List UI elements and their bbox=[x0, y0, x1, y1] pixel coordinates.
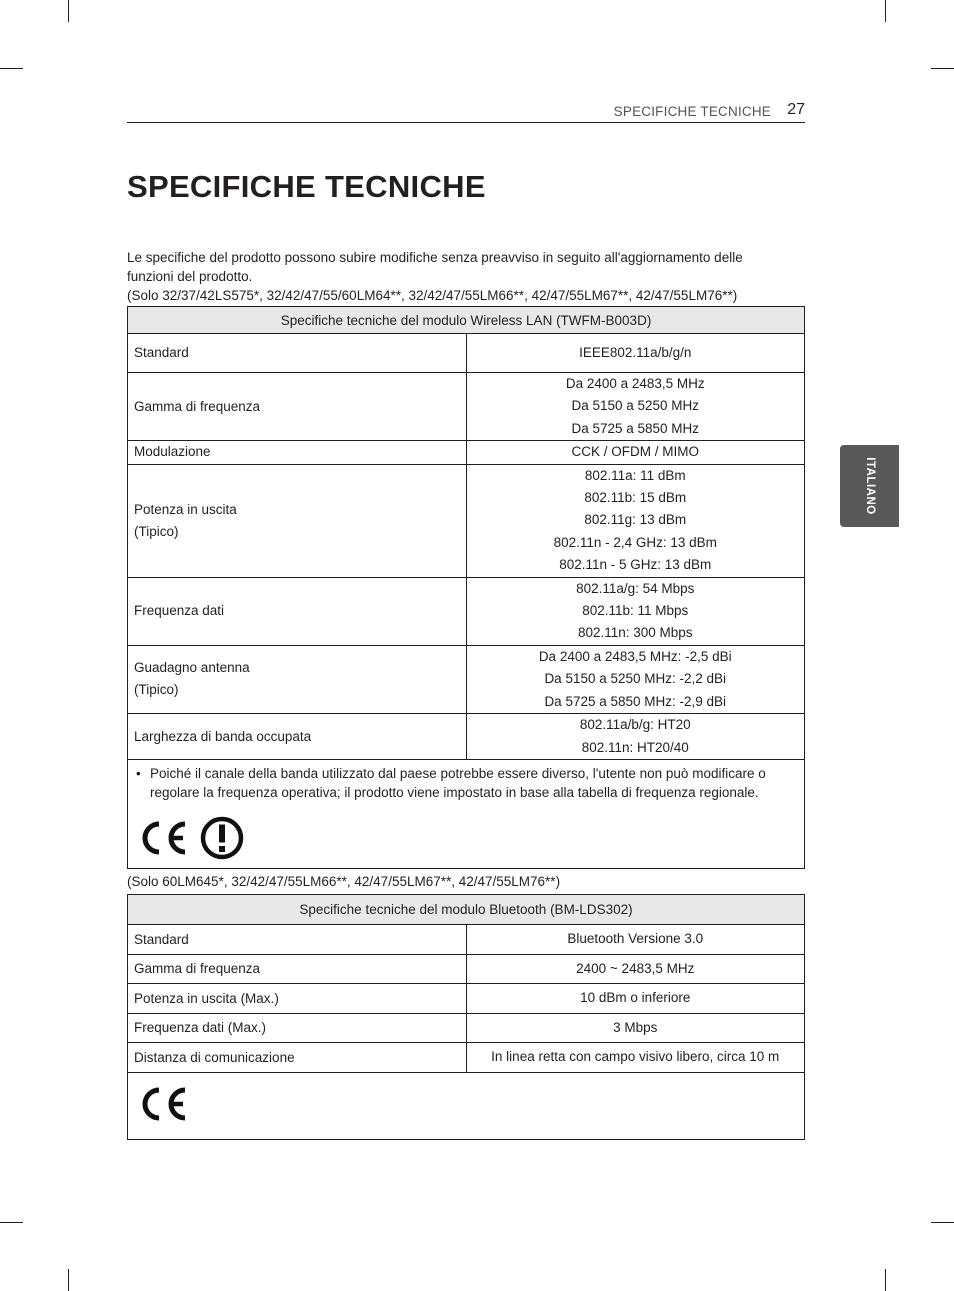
spec-value-line: Da 5150 a 5250 MHz: -2,2 dBi bbox=[544, 671, 727, 687]
spec-label-line: (Tipico) bbox=[134, 523, 179, 539]
spec-value-line: 802.11g: 13 dBm bbox=[584, 512, 687, 528]
crop-mark bbox=[885, 0, 886, 22]
table-row bbox=[128, 954, 805, 984]
spec-label: Gamma di frequenza bbox=[128, 954, 467, 984]
spec-label: Frequenza dati (Max.) bbox=[128, 1013, 467, 1043]
table-row bbox=[128, 1013, 805, 1043]
spec-value: 2400 ~ 2483,5 MHz bbox=[466, 954, 805, 984]
table-row bbox=[128, 714, 805, 760]
spec-value-line: 802.11a: 11 dBm bbox=[584, 467, 686, 483]
spec-label: Standard bbox=[128, 925, 467, 955]
crop-mark bbox=[68, 0, 69, 22]
model-applicability-note: (Solo 32/37/42LS575*, 32/42/47/55/60LM64**, 32/42/47/55LM66**, 42/47/55LM67**, 42/47/55LM76**) bbox=[127, 288, 738, 303]
crop-mark bbox=[885, 1269, 886, 1291]
bluetooth-spec-table bbox=[127, 894, 805, 1140]
spec-label-line: Modulazione bbox=[134, 444, 211, 460]
spec-label bbox=[128, 334, 467, 373]
spec-value bbox=[466, 373, 805, 441]
bullet-icon: • bbox=[136, 765, 141, 781]
language-tab-label: ITALIANO bbox=[863, 457, 876, 515]
spec-value-line: 802.11b: 15 dBm bbox=[584, 490, 687, 506]
spec-label bbox=[128, 714, 467, 760]
spec-value-line: 802.11n: HT20/40 bbox=[581, 739, 689, 755]
table-header: Specifiche tecniche del modulo Bluetooth (BM-LDS302) bbox=[128, 895, 805, 925]
spec-value-line: 802.11n - 2,4 GHz: 13 dBm bbox=[553, 534, 717, 550]
spec-label-line: (Tipico) bbox=[134, 682, 179, 698]
spec-value-line: Da 5725 a 5850 MHz: -2,9 dBi bbox=[544, 693, 727, 709]
spec-value-line: IEEE802.11a/b/g/n bbox=[579, 344, 692, 360]
spec-label-line: Larghezza di banda occupata bbox=[134, 728, 312, 744]
spec-value bbox=[466, 441, 805, 464]
spec-value-line: Da 5725 a 5850 MHz bbox=[571, 420, 700, 436]
spec-label bbox=[128, 373, 467, 441]
table-row bbox=[128, 925, 805, 955]
spec-value: Bluetooth Versione 3.0 bbox=[466, 925, 805, 955]
intro-text bbox=[127, 248, 807, 305]
running-header-title: SPECIFICHE TECNICHE bbox=[613, 104, 771, 119]
frequency-note-text: Poiché il canale della banda utilizzato dal paese potrebbe essere diverso, l'utente non può modificare o regolare la frequenza operativa; il prodotto viene impostato in base alla tabella di frequenza regionale. bbox=[150, 765, 766, 800]
intro-line: Le specifiche del prodotto possono subire modifiche senza preavviso in seguito all'aggiornamento delle bbox=[127, 250, 743, 265]
table-note bbox=[128, 759, 805, 868]
ce-mark-icon bbox=[134, 1084, 190, 1124]
page-number: 27 bbox=[787, 101, 805, 118]
spec-value-line: CCK / OFDM / MIMO bbox=[571, 444, 699, 460]
spec-label bbox=[128, 645, 467, 713]
spec-label: Potenza in uscita (Max.) bbox=[128, 984, 467, 1014]
table-note-row bbox=[128, 759, 805, 868]
table-row bbox=[128, 577, 805, 645]
spec-value: 3 Mbps bbox=[466, 1013, 805, 1043]
alert-mark-icon bbox=[200, 816, 244, 860]
table-row bbox=[128, 373, 805, 441]
crop-mark bbox=[0, 68, 23, 69]
table-row bbox=[128, 334, 805, 373]
spec-label-line: Standard bbox=[134, 345, 189, 360]
compliance-marks bbox=[134, 816, 798, 860]
crop-mark bbox=[0, 1222, 23, 1223]
bluetooth-model-note: (Solo 60LM645*, 32/42/47/55LM66**, 42/47/55LM67**, 42/47/55LM76**) bbox=[127, 874, 561, 889]
spec-value bbox=[466, 714, 805, 760]
table-row bbox=[128, 984, 805, 1014]
frequency-note bbox=[134, 764, 798, 802]
table-row bbox=[128, 464, 805, 577]
crop-mark bbox=[931, 1222, 954, 1223]
spec-value-line: 802.11n: 300 Mbps bbox=[577, 625, 693, 641]
table-note-row bbox=[128, 1072, 805, 1139]
table-header-row bbox=[128, 307, 805, 334]
spec-value bbox=[466, 645, 805, 713]
spec-value-line: 802.11n - 5 GHz: 13 dBm bbox=[559, 557, 712, 573]
table-row bbox=[128, 645, 805, 713]
crop-mark bbox=[68, 1269, 69, 1291]
spec-value-line: 802.11b: 11 Mbps bbox=[582, 603, 689, 619]
spec-value-line: Da 2400 a 2483,5 MHz bbox=[565, 376, 705, 391]
language-tab bbox=[840, 445, 899, 527]
spec-value bbox=[466, 334, 805, 373]
spec-value: 10 dBm o inferiore bbox=[466, 984, 805, 1014]
compliance-marks bbox=[128, 1072, 805, 1139]
spec-label-line: Potenza in uscita bbox=[134, 501, 237, 517]
table-row bbox=[128, 1043, 805, 1073]
ce-mark-icon bbox=[134, 818, 190, 858]
intro-line: funzioni del prodotto. bbox=[127, 269, 253, 284]
spec-value bbox=[466, 577, 805, 645]
spec-value bbox=[466, 464, 805, 577]
spec-value-line: Da 5150 a 5250 MHz bbox=[571, 398, 700, 414]
spec-value: In linea retta con campo visivo libero, circa 10 m bbox=[466, 1043, 805, 1073]
spec-label bbox=[128, 464, 467, 577]
spec-label bbox=[128, 577, 467, 645]
table-header-row bbox=[128, 895, 805, 925]
spec-value-line: 802.11a/b/g: HT20 bbox=[579, 717, 691, 733]
spec-label: Distanza di comunicazione bbox=[128, 1043, 467, 1073]
spec-label-line: Gamma di frequenza bbox=[134, 398, 261, 414]
spec-value-line: Da 2400 a 2483,5 MHz: -2,5 dBi bbox=[538, 648, 732, 664]
table-row bbox=[128, 441, 805, 464]
running-header bbox=[127, 100, 805, 123]
spec-label bbox=[128, 441, 467, 464]
spec-label-line: Frequenza dati bbox=[134, 603, 225, 619]
page-title: SPECIFICHE TECNICHE bbox=[127, 169, 486, 204]
table-header: Specifiche tecniche del modulo Wireless LAN (TWFM-B003D) bbox=[128, 307, 805, 334]
crop-mark bbox=[931, 68, 954, 69]
spec-label-line: Guadagno antenna bbox=[134, 660, 250, 676]
spec-value-line: 802.11a/g: 54 Mbps bbox=[576, 580, 695, 596]
wireless-lan-spec-table bbox=[127, 306, 805, 869]
